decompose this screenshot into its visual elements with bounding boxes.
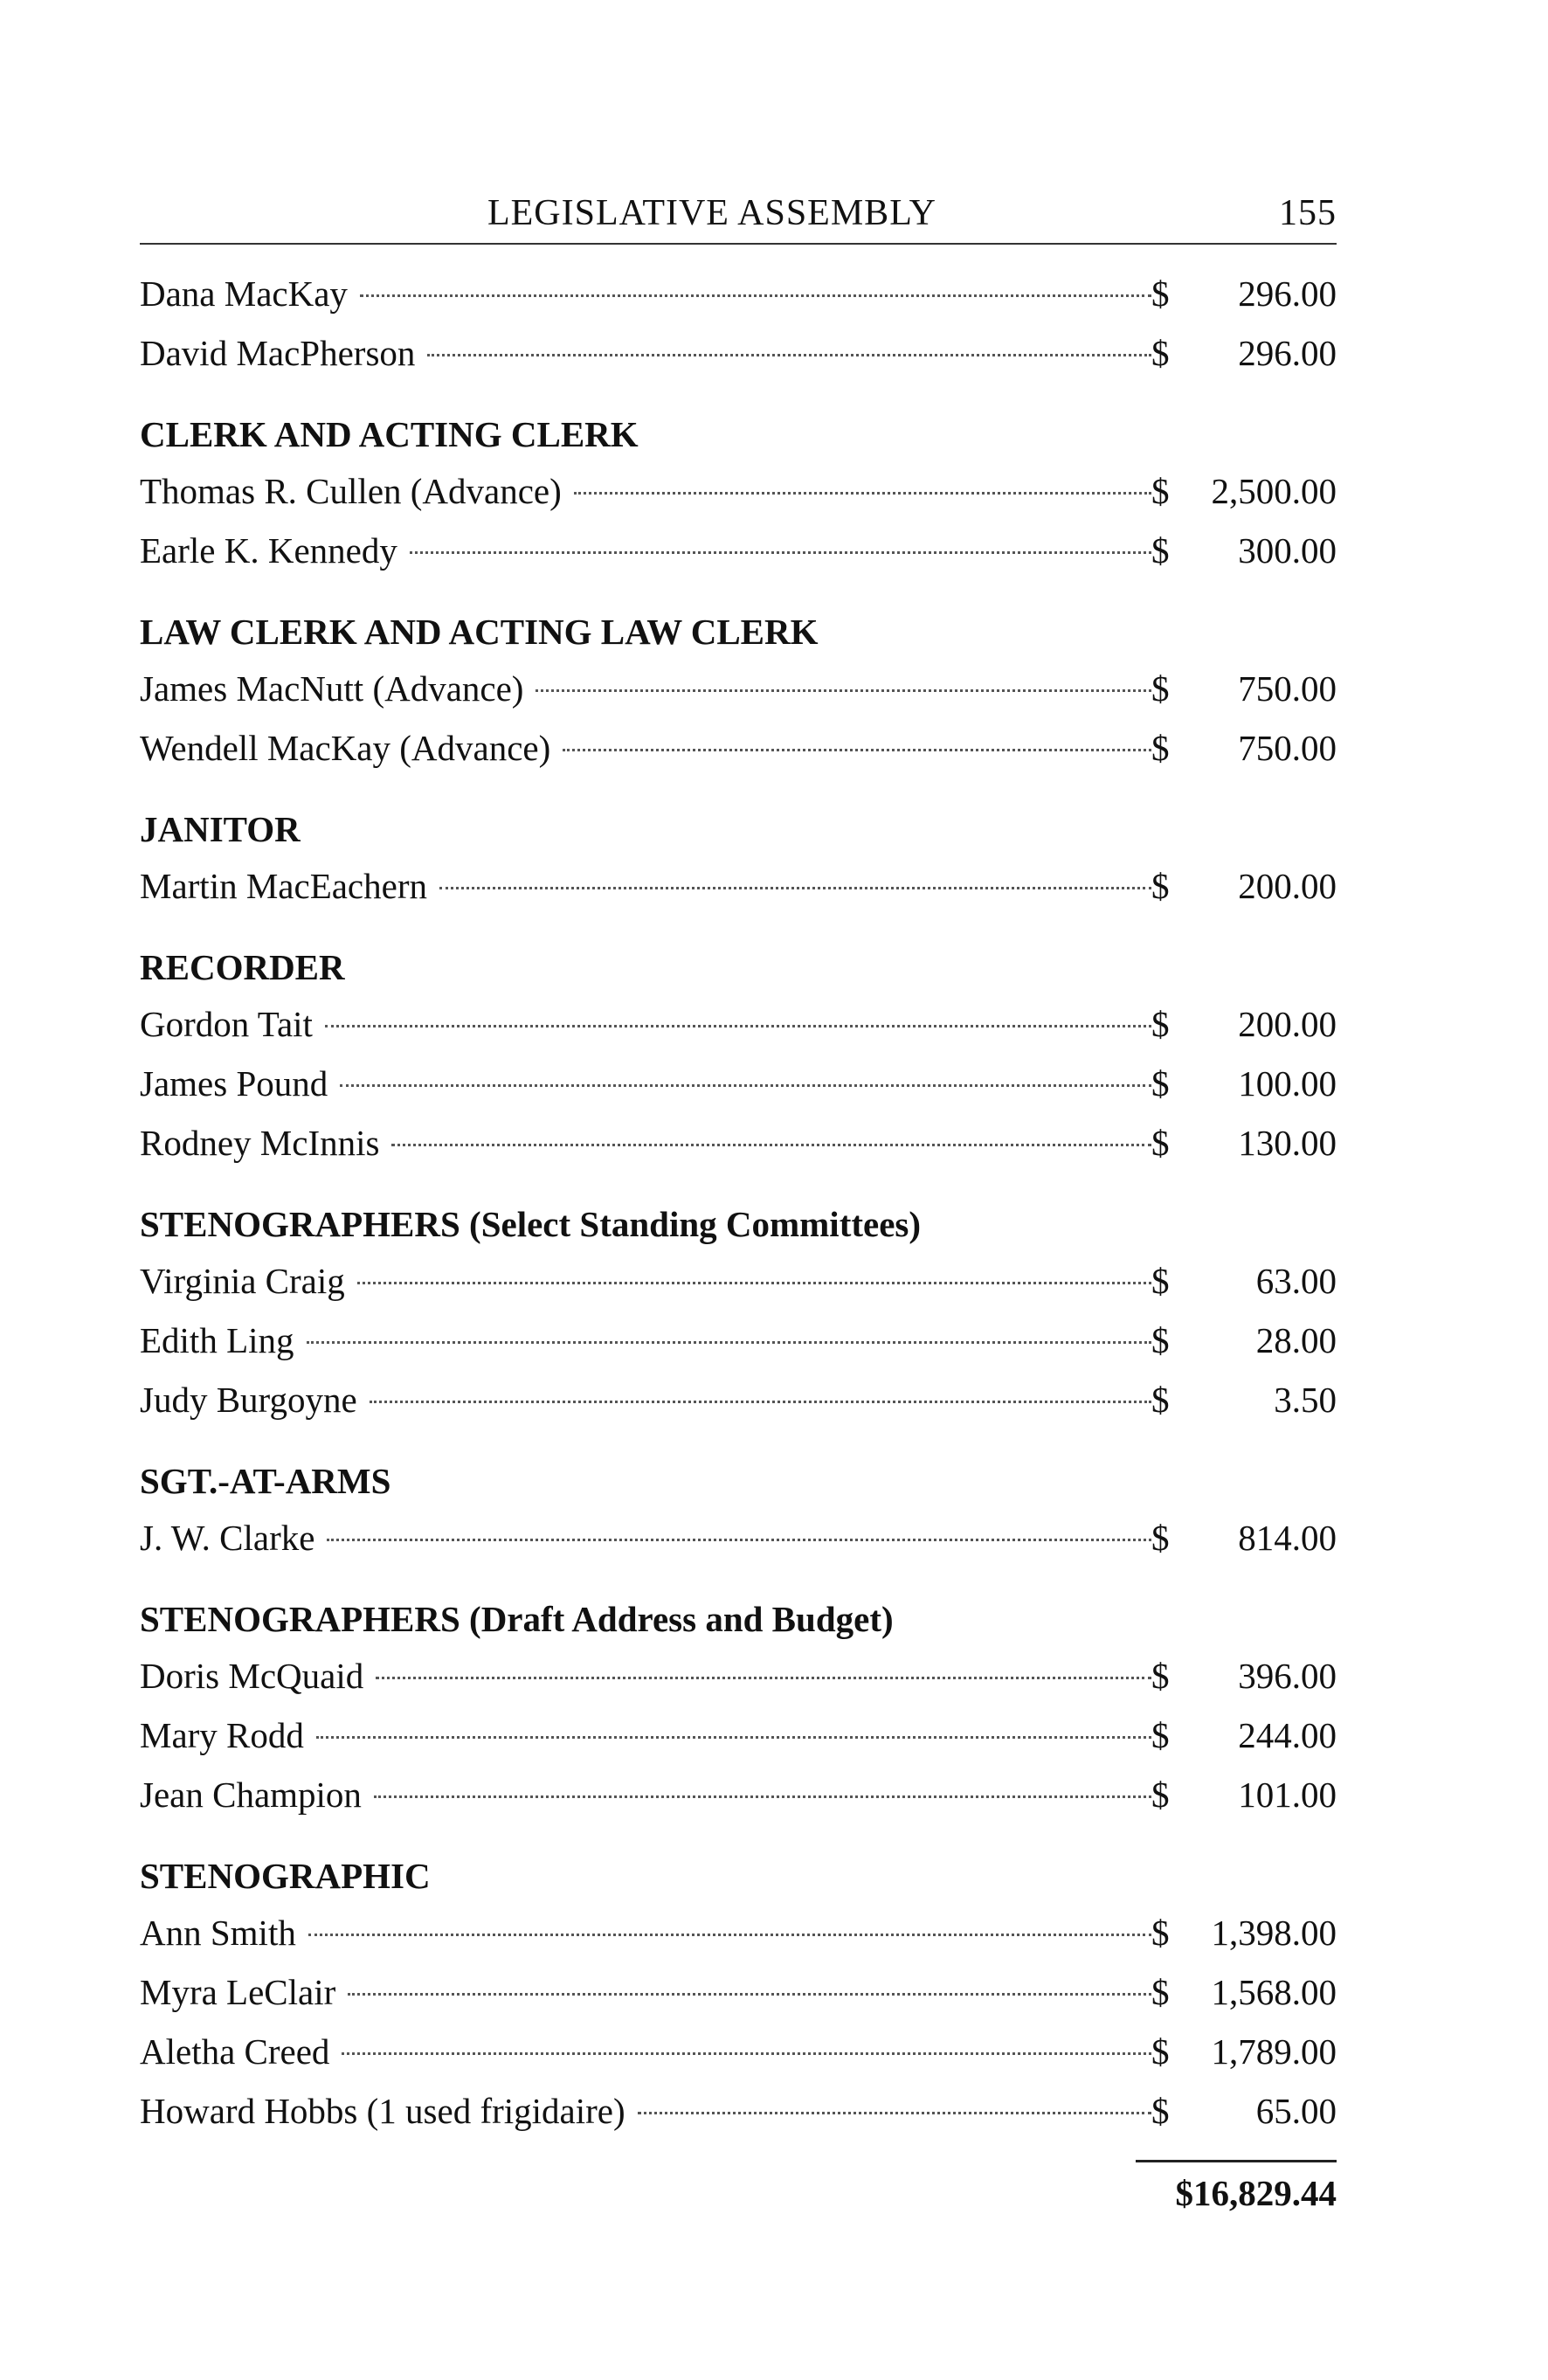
currency-sign: $ xyxy=(1151,1775,1170,1815)
running-header xyxy=(140,175,1337,236)
entry-name: James Pound xyxy=(140,1063,328,1104)
ledger-entry xyxy=(140,521,1337,580)
currency-sign: $ xyxy=(1151,1518,1170,1558)
section-heading: CLERK AND ACTING CLERK xyxy=(140,414,639,454)
dot-leader xyxy=(325,1025,1151,1027)
section-heading: LAW CLERK AND ACTING LAW CLERK xyxy=(140,612,819,652)
section-heading: SGT.-AT-ARMS xyxy=(140,1461,391,1501)
section xyxy=(140,1454,1337,1567)
ledger-entry xyxy=(140,718,1337,778)
entry-amount: 814.00 xyxy=(1238,1518,1337,1558)
entry-name: David MacPherson xyxy=(140,333,416,373)
currency-sign: $ xyxy=(1151,1972,1170,2012)
entry-amount: 2,500.00 xyxy=(1211,471,1337,511)
ledger-entry xyxy=(140,323,1337,383)
currency-sign: $ xyxy=(1151,530,1170,571)
dot-leader xyxy=(308,1934,1151,1936)
dot-leader xyxy=(638,2112,1151,2114)
sections-list xyxy=(140,407,1337,2141)
currency-sign: $ xyxy=(1151,2091,1170,2131)
currency-sign: $ xyxy=(1151,1913,1170,1953)
dot-leader xyxy=(391,1144,1151,1146)
entry-amount: 65.00 xyxy=(1255,2091,1337,2131)
entry-name: Mary Rodd xyxy=(140,1715,304,1755)
grand-total: $16,829.44 xyxy=(1175,2173,1337,2213)
entry-name: Virginia Craig xyxy=(140,1261,345,1301)
header-title: LEGISLATIVE ASSEMBLY xyxy=(487,193,936,233)
dot-leader xyxy=(410,551,1151,554)
entry-name: Ann Smith xyxy=(140,1913,296,1953)
entry-name: Myra LeClair xyxy=(140,1972,336,2012)
entry-name: Thomas R. Cullen (Advance) xyxy=(140,471,562,511)
entry-amount: 244.00 xyxy=(1238,1715,1337,1755)
ledger-entry xyxy=(140,659,1337,718)
currency-sign: $ xyxy=(1151,1004,1170,1044)
currency-sign: $ xyxy=(1151,866,1170,906)
entry-amount: 1,789.00 xyxy=(1211,2031,1337,2072)
page-number: 155 xyxy=(1279,193,1337,233)
ledger-entry xyxy=(140,1646,1337,1705)
currency-sign: $ xyxy=(1151,1063,1170,1104)
ledger-entry xyxy=(140,264,1337,323)
dot-leader xyxy=(376,1677,1151,1679)
dot-leader xyxy=(307,1341,1151,1344)
entry-amount: 101.00 xyxy=(1238,1775,1337,1815)
currency-sign: $ xyxy=(1151,1123,1170,1163)
currency-sign: $ xyxy=(1151,1320,1170,1360)
dot-leader xyxy=(374,1795,1151,1798)
dot-leader xyxy=(340,1084,1151,1087)
dot-leader xyxy=(536,689,1151,692)
ledger-entry xyxy=(140,2022,1337,2081)
section xyxy=(140,1592,1337,1824)
ledger-entry xyxy=(140,1508,1337,1567)
ledger-entry xyxy=(140,1251,1337,1311)
dot-leader xyxy=(327,1539,1151,1541)
currency-sign: $ xyxy=(1151,1380,1170,1420)
section xyxy=(140,802,1337,916)
section-heading: STENOGRAPHERS (Select Standing Committees) xyxy=(140,1204,922,1244)
dot-leader xyxy=(357,1282,1151,1284)
entry-amount: 750.00 xyxy=(1238,728,1337,768)
ledger-entry xyxy=(140,1311,1337,1370)
ledger-entry xyxy=(140,994,1337,1054)
currency-sign: $ xyxy=(1151,1261,1170,1301)
entry-amount: 1,398.00 xyxy=(1211,1913,1337,1953)
dot-leader xyxy=(439,887,1151,889)
section xyxy=(140,407,1337,580)
entry-name: Judy Burgoyne xyxy=(140,1380,357,1420)
header-rule xyxy=(140,243,1337,245)
entry-amount: 300.00 xyxy=(1238,530,1337,571)
section xyxy=(140,1197,1337,1429)
ledger-entry xyxy=(140,1705,1337,1765)
entry-amount: 63.00 xyxy=(1255,1261,1337,1301)
entry-amount: 100.00 xyxy=(1238,1063,1337,1104)
entry-name: J. W. Clarke xyxy=(140,1518,315,1558)
entry-name: Aletha Creed xyxy=(140,2031,330,2072)
entry-name: Dana MacKay xyxy=(140,273,348,314)
entry-amount: 3.50 xyxy=(1274,1380,1337,1420)
ledger-entry xyxy=(140,461,1337,521)
ledger-entry xyxy=(140,1903,1337,1962)
currency-sign: $ xyxy=(1151,333,1170,373)
ledger-entry xyxy=(140,1054,1337,1113)
intro-entries xyxy=(140,264,1337,383)
ledger-entry xyxy=(140,1370,1337,1429)
ledger-entry xyxy=(140,1765,1337,1824)
ledger-entry xyxy=(140,1962,1337,2022)
dot-leader xyxy=(360,294,1151,297)
currency-sign: $ xyxy=(1151,668,1170,709)
entry-amount: 200.00 xyxy=(1238,1004,1337,1044)
entry-amount: 296.00 xyxy=(1238,333,1337,373)
dot-leader xyxy=(342,2052,1151,2055)
entry-name: Howard Hobbs (1 used frigidaire) xyxy=(140,2091,625,2131)
entry-name: Gordon Tait xyxy=(140,1004,313,1044)
entry-name: Doris McQuaid xyxy=(140,1656,364,1696)
entry-amount: 1,568.00 xyxy=(1211,1972,1337,2012)
currency-sign: $ xyxy=(1151,471,1170,511)
entry-name: Martin MacEachern xyxy=(140,866,427,906)
currency-sign: $ xyxy=(1151,2031,1170,2072)
dot-leader xyxy=(427,354,1151,356)
dot-leader xyxy=(574,492,1151,495)
entry-name: Jean Champion xyxy=(140,1775,362,1815)
dot-leader xyxy=(316,1736,1151,1739)
ledger-entry xyxy=(140,856,1337,916)
entry-amount: 396.00 xyxy=(1238,1656,1337,1696)
entry-amount: 296.00 xyxy=(1238,273,1337,314)
entry-name: Wendell MacKay (Advance) xyxy=(140,728,551,768)
section xyxy=(140,940,1337,1173)
section-heading: STENOGRAPHIC xyxy=(140,1856,431,1896)
section-heading: JANITOR xyxy=(140,809,301,849)
entry-name: Edith Ling xyxy=(140,1320,294,1360)
entry-name: Rodney McInnis xyxy=(140,1123,380,1163)
ledger-entry xyxy=(140,2081,1337,2141)
currency-sign: $ xyxy=(1151,1656,1170,1696)
entry-amount: 200.00 xyxy=(1238,866,1337,906)
entry-name: Earle K. Kennedy xyxy=(140,530,397,571)
dot-leader xyxy=(563,749,1151,751)
currency-sign: $ xyxy=(1151,728,1170,768)
entry-amount: 130.00 xyxy=(1238,1123,1337,1163)
currency-sign: $ xyxy=(1151,273,1170,314)
section xyxy=(140,1849,1337,2141)
section-heading: RECORDER xyxy=(140,947,345,987)
currency-sign: $ xyxy=(1151,1715,1170,1755)
entry-name: James MacNutt (Advance) xyxy=(140,668,524,709)
section xyxy=(140,605,1337,778)
dot-leader xyxy=(348,1993,1151,1996)
entry-amount: 28.00 xyxy=(1255,1320,1337,1360)
entry-amount: 750.00 xyxy=(1238,668,1337,709)
section-heading: STENOGRAPHERS (Draft Address and Budget) xyxy=(140,1599,894,1639)
ledger-entry xyxy=(140,1113,1337,1173)
document-page xyxy=(140,175,1337,2224)
dot-leader xyxy=(370,1401,1151,1403)
